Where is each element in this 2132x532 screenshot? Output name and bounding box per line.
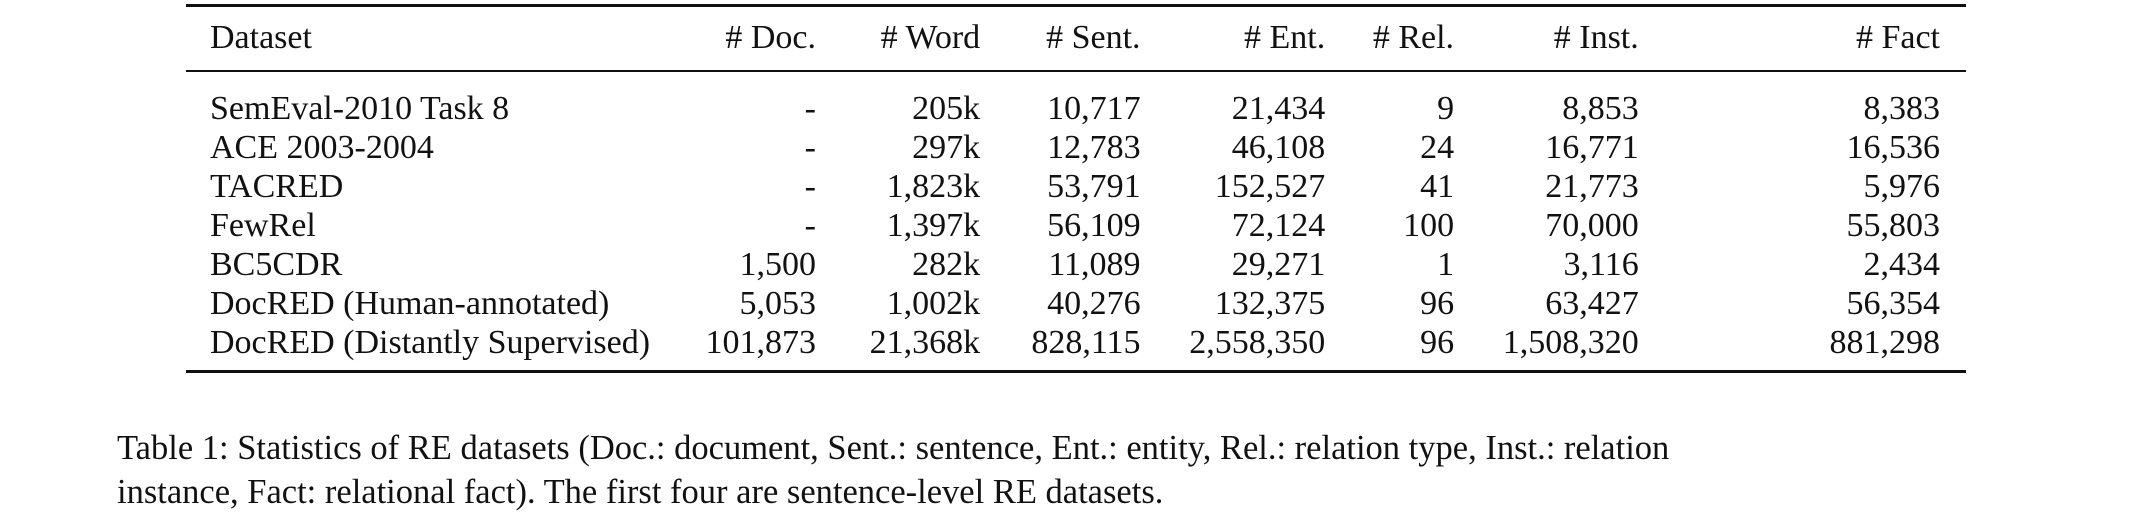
cell-word: 282k [912, 246, 981, 283]
cell-word: 21,368k [816, 324, 980, 372]
cell-inst: 3,116 [1563, 246, 1639, 283]
header-ent: # Ent. [1141, 6, 1326, 72]
cell-doc: - [804, 129, 816, 166]
cell-rel: 96 [1325, 324, 1454, 372]
statistics-table [186, 4, 1966, 373]
header-fact: # Fact [1639, 6, 1966, 72]
cell-inst: 21,773 [1545, 168, 1639, 205]
table-header-row [186, 6, 1966, 72]
cell-ent: 21,434 [1231, 90, 1326, 127]
cell-fact: 16,536 [1846, 129, 1940, 166]
table-row [186, 285, 1966, 324]
cell-word: 297k [912, 129, 981, 166]
cell-word: 1,002k [886, 285, 981, 322]
cell-ent: 46,108 [1231, 129, 1326, 166]
cell-ent: 29,271 [1231, 246, 1326, 283]
cell-fact: 8,383 [1863, 90, 1940, 127]
table-row [186, 71, 1966, 129]
cell-ent: 132,375 [1214, 285, 1326, 322]
cell-fact: 2,434 [1863, 246, 1940, 283]
cell-fact: 56,354 [1846, 285, 1940, 322]
caption-line-1: Table 1: Statistics of RE datasets (Doc.: document, Sent.: sentence, Ent.: entity, Rel.: relation type, Inst.: relation [117, 429, 1670, 467]
cell-sent: 56,109 [1047, 207, 1141, 244]
table-row [186, 324, 1966, 372]
cell-sent: 40,276 [1047, 285, 1141, 322]
cell-inst: 1,508,320 [1454, 324, 1639, 372]
cell-sent: 11,089 [1048, 246, 1141, 283]
cell-rel: 41 [1420, 168, 1455, 205]
cell-rel: 96 [1420, 285, 1455, 322]
header-rel: # Rel. [1325, 6, 1454, 72]
cell-inst: 70,000 [1545, 207, 1639, 244]
header-dataset: Dataset [186, 6, 650, 72]
header-sent: # Sent. [980, 6, 1140, 72]
cell-doc: - [804, 207, 816, 244]
cell-rel: 24 [1420, 129, 1455, 166]
cell-doc: - [804, 168, 816, 205]
cell-ent: 72,124 [1231, 207, 1326, 244]
table-row [186, 207, 1966, 246]
cell-dataset: DocRED (Human-annotated) [210, 285, 610, 322]
cell-fact: 5,976 [1863, 168, 1940, 205]
cell-inst: 8,853 [1562, 90, 1639, 127]
cell-sent: 12,783 [1047, 129, 1141, 166]
header-word: # Word [816, 6, 980, 72]
cell-doc: 101,873 [650, 324, 816, 372]
cell-ent: 152,527 [1214, 168, 1326, 205]
table-row [186, 168, 1966, 207]
cell-doc: 5,053 [739, 285, 816, 322]
cell-rel: 100 [1403, 207, 1455, 244]
cell-rel: 9 [1437, 90, 1455, 127]
cell-dataset: DocRED (Distantly Supervised) [186, 324, 650, 372]
caption-line-2: instance, Fact: relational fact). The first four are sentence-level RE datasets. [117, 473, 1164, 511]
cell-doc: 1,500 [739, 246, 816, 283]
table-row [186, 246, 1966, 285]
cell-inst: 63,427 [1545, 285, 1639, 322]
cell-sent: 10,717 [1047, 90, 1141, 127]
cell-word: 205k [912, 90, 981, 127]
cell-fact: 881,298 [1639, 324, 1966, 372]
table-caption [117, 426, 2037, 514]
cell-ent: 2,558,350 [1141, 324, 1326, 372]
cell-word: 1,823k [886, 168, 981, 205]
cell-word: 1,397k [886, 207, 981, 244]
statistics-table-container [186, 4, 1966, 373]
cell-sent: 828,115 [980, 324, 1140, 372]
cell-dataset: SemEval-2010 Task 8 [210, 90, 510, 127]
cell-dataset: BC5CDR [210, 246, 343, 283]
cell-dataset: TACRED [210, 168, 344, 205]
header-doc: # Doc. [650, 6, 816, 72]
table-row [186, 129, 1966, 168]
cell-dataset: FewRel [210, 207, 316, 244]
cell-fact: 55,803 [1846, 207, 1940, 244]
cell-rel: 1 [1437, 246, 1455, 283]
cell-inst: 16,771 [1545, 129, 1639, 166]
header-inst: # Inst. [1454, 6, 1639, 72]
cell-doc: - [804, 90, 816, 127]
cell-sent: 53,791 [1047, 168, 1141, 205]
cell-dataset: ACE 2003-2004 [210, 129, 434, 166]
